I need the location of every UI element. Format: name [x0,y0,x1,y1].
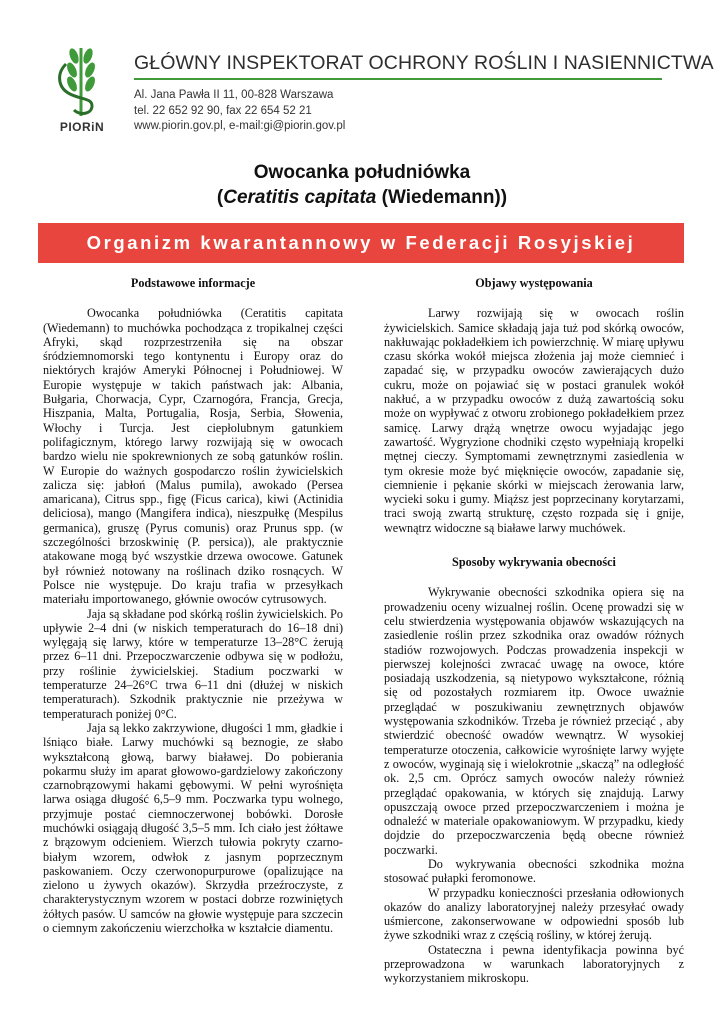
title-latin: Ceratitis capitata [223,187,377,208]
phone-line: tel. 22 652 92 90, fax 22 654 52 21 [134,104,312,117]
piorin-logo [52,44,110,136]
paragraph: Owocanka południówka (Ceratitis capitata (Wiedemann) to muchówka pochodząca z tropikalnej części Afryki, skąd rozprzestrzeniła się na obszar śródziemnomorski tego kontynentu i Europy oraz do niektórych krajów Ameryki Północnej i Południowej. W Europie występuje w takich państwach jak: Albania, Bułgaria, Chorwacja, Cypr, Czarnogóra, Francja, Grecja, Hiszpania, Malta, Portugalia, Rosja, Serbia, Słowenia, Włochy i Turcja. Jest ciepłolubnym gatunkiem polifagicznym, którego larwy rozwijają się w owocach bardzo wielu nie spokrewnionych ze sobą gatunków roślin. W Europie do ważnych gospodarczo roślin żywicielskich zalicza się: jabłoń (Malus pumila), awokado (Persea amaricana), Citrus spp., figę (Ficus carica), kiwi (Actinidia deliciosa), mango (Mangifera indica), nieszpułkę (Mespilus germanica), gruszę (Pyrus comunis) oraz Prunus spp. (w szczególności brzoskwinię (P. persica)), ale praktycznie atakowane mogą być wszystkie drzewa owocowe. Gatunek był również notowany na roślinach dziko rosnących. W Polsce nie występuje. Do kraju trafia w przesyłkach materiału importowanego, głównie owoców cytrusowych. [43,306,343,607]
web-email-line: www.piorin.gov.pl, e-mail:gi@piorin.gov.pl [134,120,346,132]
section-heading-detection: Sposoby wykrywania obecności [452,555,616,570]
paragraph: Jaja są składane pod skórką roślin żywicielskich. Po upływie 2–4 dni (w niskich temperaturach do 16–18 dni) wylęgają się larwy, które w temperaturze 13–28°C żerują przez 6–11 dni. Przepoczwarczenie odbywa się w podłożu, przy roślinie żywicielskiej. Stadium poczwarki w temperaturze 24–26°C trwa 6–11 dni (dłużej w niskich temperaturach). Szkodnik praktycznie nie przeżywa w temperaturach poniżej 0°C. [43,606,343,721]
paragraph: W przypadku konieczności przesłania odłowionych okazów do analizy laboratoryjnej należy przesyłać owady uśmiercone, zakonserwowane w odpowiedni sposób lub żywe szkodniki wraz z częścią rośliny, w której żerują. [384,885,684,943]
status-banner: Organizm kwarantannowy w Federacji Rosyjskiej [38,223,684,263]
paragraph: Ostateczna i pewna identyfikacja powinna być przeprowadzona w warunkach laboratoryjnych z wykorzystaniem mikroskopu. [384,942,684,986]
address-line: Al. Jana Pawła II 11, 00-828 Warszawa [134,89,334,101]
paragraph: Jaja są lekko zakrzywione, długości 1 mm, gładkie i lśniąco białe. Larwy muchówki są beznogie, ze słabo wykształconą głową, barwy białawej. Do pobierania pokarmu służy im aparat głowowo-gardzielowy zakończony czarnobrązowymi hakami gębowymi. W pełni wyrośnięta larwa osiąga długość 6,5–9 mm. Poczwarka typu wolnego, przyjmuje postać ciemnoczerwonej bobówki. Dorosłe muchówki osiągają długość 3,5–5 mm. Ich ciało jest żółtawe z brązowym odcieniem. Wierzch tułowia pokryty czarno-białym wzorem, odwłok z jasnym poprzecznym paskowaniem. Oczy czerwonopurpurowe (opalizujące na zielono u żywych okazów). Skrzydła przeźroczyste, z charakterystycznym wzorem w postaci dobrze rozwiniętych żółtych pasów. U samców na głowie występuje para szczecin o ciemnym zakończeniu wierzchołka w kształcie diamentu. [43,720,343,936]
paragraph: Larwy rozwijają się w owocach roślin żywicielskich. Samice składają jaja tuż pod skórką owoców, nakłuwając pokładełkiem ich powierzchnię. W miarę upływu czasu skórka wokół miejsca złożenia jaj może ciemnieć i zapadać się, w przypadku owoców zawierających dużo cukru, może on pojawiać się w postaci granulek wokół nakłuć, a w przypadku owoców z dużą zawartością soku może on wypływać z otworu zrobionego pokładełkiem przez samicę. Larwy drążą wnętrze owocu wyjadając jego zawartość. Wygryzione chodniki często wypełniają kropelki mętnej cieczy. Symptomami zewnętrznymi zasiedlenia w tym okresie może być mięknięcie owoców, zapadanie się, ciemnienie i pękanie skórki w miejscach żerowania larw, wycieki soku i gumy. Miąższ jest poprzecinany korytarzami, traci swoją zwartą strukturę, często rozpada się i gnije, wewnątrz widoczne są białawe larwy muchówek. [384,306,684,535]
title-line-2 [0,185,724,210]
left-column [43,276,343,935]
section-heading-basic-info: Podstawowe informacje [130,276,256,290]
address-block [134,88,345,135]
right-column [384,276,684,986]
logo-text: PIORiN [59,120,105,134]
title-author: (Wiedemann)) [376,187,508,208]
title-paren: ( [216,187,224,208]
title-line-1: Owocanka południówka [253,162,471,183]
paragraph: Do wykrywania obecności szkodnika można stosować pułapki feromonowe. [384,856,684,886]
org-name: GŁÓWNY INSPEKTORAT OCHRONY ROŚLIN I NASIENNICTWA [134,52,714,74]
section-heading-symptoms: Objawy występowania [475,276,593,290]
page-title [0,160,724,210]
header-rule [134,78,662,80]
wheat-snake-logo-icon [52,44,110,120]
paragraph: Wykrywanie obecności szkodnika opiera się na prowadzeniu oceny wizualnej roślin. Ocenę prowadzi się w celu stwierdzenia występowania objawów wskazujących na zasiedlenie roślin przez szkodnika oraz owadów różnych stadiów rozwojowych. Podczas prowadzenia inspekcji w pierwszej kolejności zwracać uwagę na owoce, które posiadają uszkodzenia, są nietypowo wykształcone, różnią się od pozostałych rozmiarem itp. Owoce uważnie przeglądać w poszukiwaniu zewnętrznych objawów występowania szkodników. Trzeba je również przeciąć , aby stwierdzić obecność owadów wewnątrz. W wysokiej temperaturze otoczenia, całkowicie wyrośnięte larwy wyjęte z owoców, wyginają się i wielokrotnie „skaczą” na odległość ok. 2,5 cm. Oprócz samych owoców należy również przeglądać opakowania, w których się znajdują. Larwy opuszczają owoce przed przepoczwarczeniem i można je odnaleźć w materiale opakowaniowym. W przypadku, kiedy dojdzie do przepoczwarczenia będą obecne również poczwarki. [384,585,684,857]
letterhead [50,40,714,140]
